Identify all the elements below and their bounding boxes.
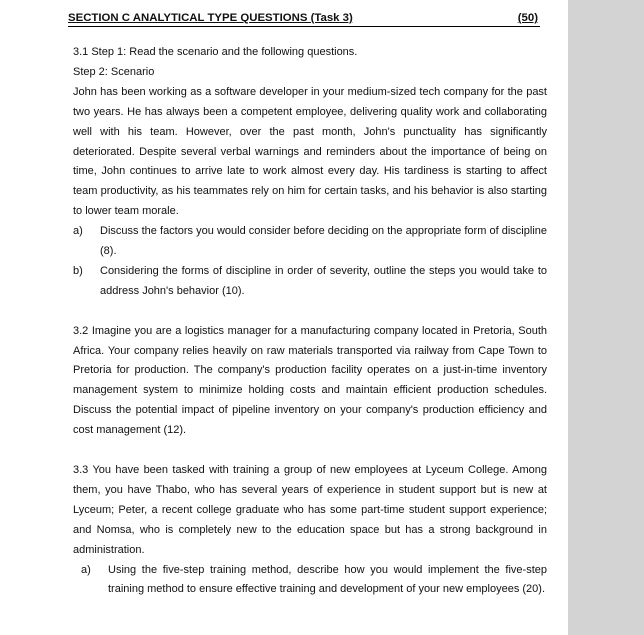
question-3-1-step1: 3.1 Step 1: Read the scenario and the following questions. [73, 46, 358, 58]
section-header [68, 10, 540, 27]
question-3-1-step2: Step 2: Scenario [73, 65, 155, 78]
question-3-2 [73, 322, 547, 441]
question-3-3 [73, 461, 547, 600]
subquestion-text: Considering the forms of discipline in order of severity, outline the steps you would take to address John's behavior (10). [100, 264, 547, 297]
subquestion-item [81, 561, 547, 601]
subquestion-text: Using the five-step training method, describe how you would implement the five-step training method to ensure effective training and development of your new employees (20). [108, 563, 547, 596]
question-3-1-scenario: John has been working as a software developer in your medium-sized tech company for the past two years. He has always been a competent employee, delivering quality work and collaborating well with his team. However, over the past month, John's punctuality has significantly deteriorated. Despite several verbal warnings and reminders about the importance of being on time, John continues to arrive late to work almost every day. His tardiness is starting to affect team productivity, as his teammates rely on him for certain tasks, and his behavior is also starting to lower team morale. [73, 85, 547, 218]
question-3-2-text: 3.2 Imagine you are a logistics manager for a manufacturing company located in Pretoria, South Africa. Your company relies heavily on raw materials transported via railway from Cape Town to Pretoria for production. The company's production facility operates on a just-in-time inventory management system to minimize holding costs and maintain efficient production schedules. Discuss the potential impact of pipeline inventory on your company's production efficiency and cost management (12). [73, 324, 547, 437]
question-3-3-text: 3.3 You have been tasked with training a group of new employees at Lyceum College. Among them, you have Thabo, who has several years of experience in student support but is new at Lyceum; Peter, a recent college graduate who has some part-time student support experience; and Nomsa, who is completely new to the education space but has a strong background in administration. [73, 464, 547, 556]
document-content [73, 43, 547, 600]
spacer [73, 302, 547, 322]
subquestion-item [73, 262, 547, 302]
viewer-side-panel [568, 0, 644, 635]
subquestion-item [73, 222, 547, 262]
subquestion-marker: a) [73, 225, 83, 238]
question-3-3-subquestions [73, 561, 547, 601]
question-3-1-subquestions [73, 222, 547, 302]
subquestion-text: Discuss the factors you would consider before deciding on the appropriate form of discipline (8). [100, 225, 547, 258]
spacer [73, 441, 547, 461]
question-3-1 [73, 43, 547, 302]
subquestion-marker: a) [81, 563, 91, 576]
subquestion-marker: b) [73, 264, 83, 277]
section-marks: (50) [517, 12, 538, 24]
section-title: SECTION C ANALYTICAL TYPE QUESTIONS (Task 3) [68, 12, 353, 24]
